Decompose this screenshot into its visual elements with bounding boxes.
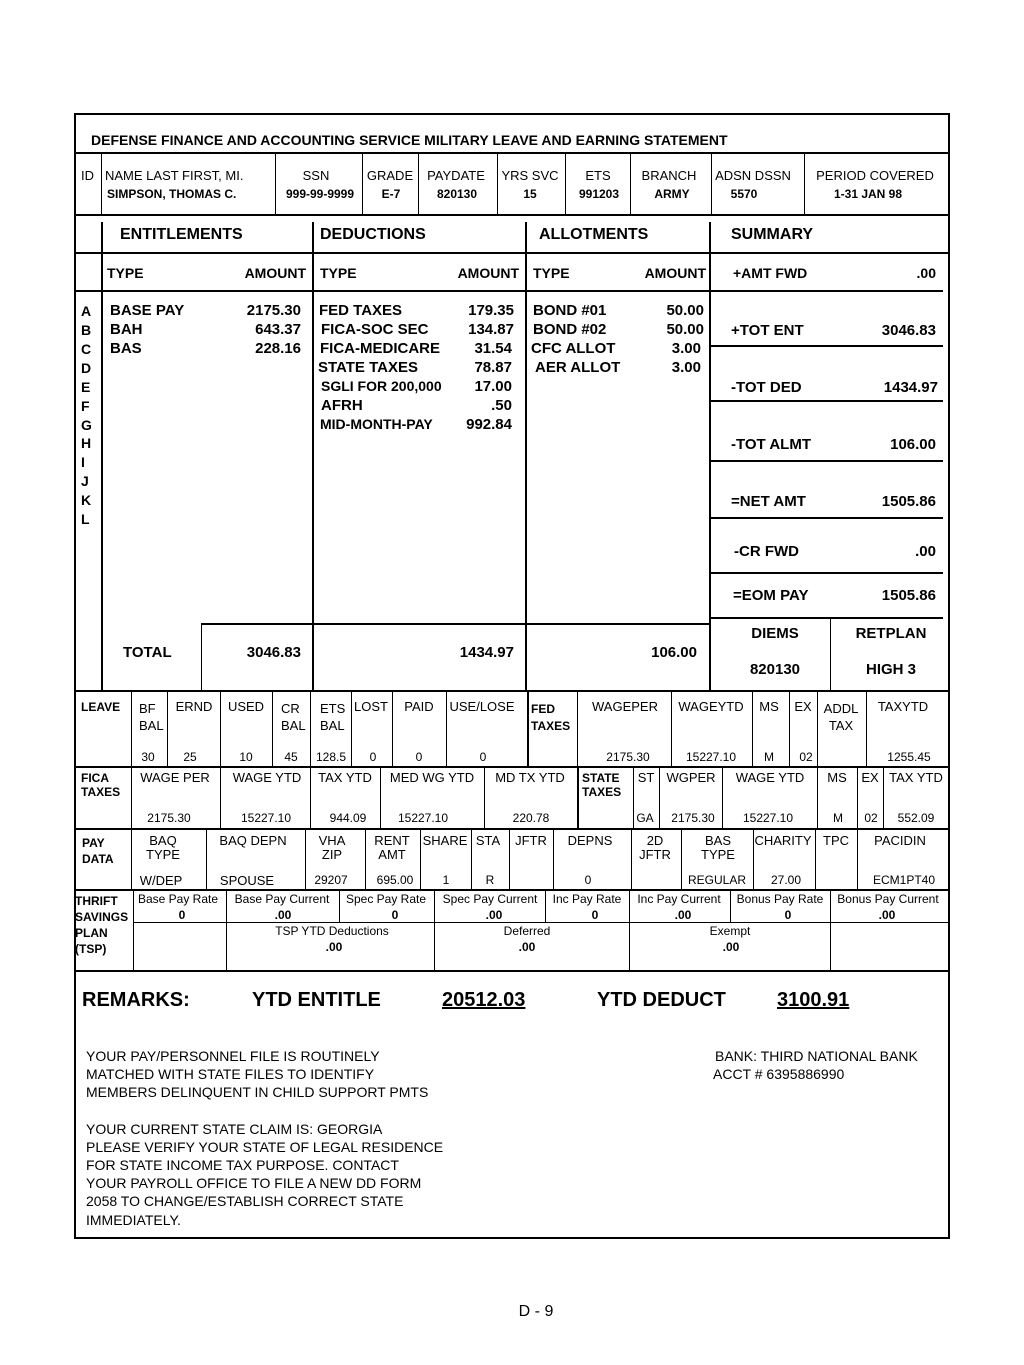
allotment-amount: 3.00 [671, 340, 701, 357]
line-letter: J [81, 473, 89, 489]
summary-label: +AMT FWD [733, 265, 808, 281]
allotment-amount: 3.00 [671, 359, 701, 376]
deduction-type: MID-MONTH-PAY [320, 416, 433, 432]
state-ms-header: MS [827, 770, 847, 785]
remarks-line: YOUR PAYROLL OFFICE TO FILE A NEW DD FORM [86, 1175, 422, 1191]
branch-header: BRANCH [641, 168, 697, 183]
vha-zip-value: 29207 [314, 873, 348, 887]
summary-amount: 1505.86 [881, 587, 936, 604]
share-header: SHARE [422, 833, 468, 848]
paydate-value: 820130 [436, 187, 478, 201]
summary-amount: .00 [915, 543, 936, 560]
leave-ets-bal-value: 128.5 [315, 750, 347, 764]
fica-med-wg-ytd-value: 15227.10 [397, 811, 449, 825]
ytd-deduct-label: YTD DEDUCT [597, 989, 726, 1011]
sta-header: STA [475, 833, 501, 848]
tsp-bonus-pay-rate-value: 0 [784, 908, 792, 922]
summary-label: -CR FWD [734, 543, 799, 560]
fica-tax-ytd-value: 944.09 [329, 811, 367, 825]
deduction-type: FICA-MEDICARE [320, 340, 440, 357]
allotments-amount-header: AMOUNT [644, 265, 706, 281]
deductions-type-header: TYPE [320, 265, 357, 281]
total-entitlements: 3046.83 [246, 644, 301, 661]
summary-header: SUMMARY [731, 226, 814, 243]
tsp-exempt-value: .00 [722, 940, 740, 954]
bank-name: BANK: THIRD NATIONAL BANK [715, 1048, 918, 1064]
deductions-amount-header: AMOUNT [457, 265, 519, 281]
fed-taxes-label: FED TAXES [531, 702, 571, 733]
fica-wage-per-header: WAGE PER [140, 770, 210, 785]
allotment-type: CFC ALLOT [531, 340, 616, 357]
tsp-deferred-value: .00 [518, 940, 536, 954]
tsp-base-pay-current-header: Base Pay Current [234, 892, 330, 906]
fed-ms-value: M [764, 750, 774, 764]
tsp-inc-pay-current-value: .00 [674, 908, 692, 922]
leave-ernd-header: ERND [175, 699, 213, 714]
fed-wageper-value: 2175.30 [606, 750, 650, 764]
2d-jftr-header: 2D JFTR [639, 833, 671, 862]
tsp-exempt-header: Exempt [709, 924, 751, 938]
deduction-type: STATE TAXES [318, 359, 419, 376]
state-wage-ytd-header: WAGE YTD [735, 770, 805, 785]
entitlements-amount-header: AMOUNT [244, 265, 306, 281]
state-ms-value: M [833, 811, 843, 825]
state-ex-header: EX [861, 770, 879, 785]
state-tax-ytd-header: TAX YTD [889, 770, 943, 785]
id-header: ID [81, 168, 94, 183]
total-label: TOTAL [123, 644, 172, 661]
deduction-amount: 78.87 [474, 359, 512, 376]
line-letter: K [81, 492, 92, 508]
retplan-value: HIGH 3 [865, 661, 917, 678]
ssn-value: 999-99-9999 [285, 187, 355, 201]
ssn-header: SSN [302, 168, 330, 183]
line-letter: L [81, 511, 90, 527]
state-wage-ytd-value: 15227.10 [742, 811, 794, 825]
allotment-type: BOND #02 [533, 321, 607, 338]
tsp-spec-pay-current-header: Spec Pay Current [442, 892, 538, 906]
period-covered-value: 1-31 JAN 98 [833, 187, 903, 201]
fica-tax-ytd-header: TAX YTD [318, 770, 372, 785]
grade-value: E-7 [381, 187, 401, 201]
summary-label: =NET AMT [731, 493, 806, 510]
entitlement-type: BAH [110, 321, 143, 338]
leave-paid-header: PAID [404, 699, 434, 714]
allotments-type-header: TYPE [533, 265, 570, 281]
leave-used-value: 10 [239, 750, 253, 764]
adsn-dssn-value: 5570 [730, 187, 758, 201]
deduction-amount: 179.35 [468, 302, 514, 319]
state-wgper-value: 2175.30 [671, 811, 715, 825]
deduction-amount: 992.84 [466, 416, 512, 433]
rent-amt-value: 695.00 [376, 873, 414, 887]
pacidin-header: PACIDIN [874, 833, 926, 848]
leave-paid-value: 0 [415, 750, 423, 764]
baq-depn-value: SPOUSE [219, 873, 275, 888]
deduction-type: SGLI FOR 200,000 [321, 378, 442, 394]
deduction-type: FICA-SOC SEC [321, 321, 429, 338]
summary-label: =EOM PAY [733, 587, 809, 604]
summary-label: -TOT ALMT [731, 436, 811, 453]
line-letter: F [81, 398, 90, 414]
line-letter: D [81, 360, 92, 376]
bas-type-value: REGULAR [687, 873, 747, 887]
remarks-label: REMARKS: [82, 989, 190, 1011]
entitlement-amount: 228.16 [255, 340, 301, 357]
pay-data-label: PAY DATA [82, 836, 114, 866]
entitlement-type: BASE PAY [110, 302, 185, 319]
deduction-amount: 17.00 [474, 378, 512, 395]
fed-ms-header: MS [759, 699, 779, 714]
fed-addl-tax-header: ADDL TAX [823, 701, 859, 733]
fed-ex-value: 02 [799, 750, 813, 764]
summary-amount: 1505.86 [881, 493, 936, 510]
fed-taxytd-header: TAXYTD [877, 699, 929, 714]
line-letter: C [81, 341, 92, 357]
baq-type-header: BAQ TYPE [146, 833, 180, 862]
entitlements-header: ENTITLEMENTS [120, 226, 243, 243]
yrs-svc-value: 15 [523, 187, 537, 201]
fica-wage-per-value: 2175.30 [147, 811, 191, 825]
line-letter: H [81, 435, 92, 451]
allotment-amount: 50.00 [666, 321, 704, 338]
fica-med-wg-ytd-header: MED WG YTD [389, 770, 475, 785]
leave-use-lose-value: 0 [479, 750, 487, 764]
remarks-line: 2058 TO CHANGE/ESTABLISH CORRECT STATE [86, 1193, 404, 1209]
fed-wageytd-value: 15227.10 [685, 750, 737, 764]
remarks-line: FOR STATE INCOME TAX PURPOSE. CONTACT [86, 1157, 399, 1173]
fica-md-tx-ytd-header: MD TX YTD [495, 770, 565, 785]
fed-taxytd-value: 1255.45 [887, 750, 931, 764]
state-st-header: ST [637, 770, 655, 785]
baq-depn-header: BAQ DEPN [219, 833, 287, 848]
tsp-spec-pay-current-value: .00 [485, 908, 503, 922]
fed-ex-header: EX [794, 699, 812, 714]
state-wgper-header: WGPER [666, 770, 716, 785]
tsp-label: THRIFT SAVINGS PLAN (TSP) [75, 894, 129, 956]
line-letter: I [81, 454, 85, 470]
summary-label: +TOT ENT [731, 322, 804, 339]
ets-value: 991203 [578, 187, 620, 201]
allotments-header: ALLOTMENTS [539, 226, 649, 243]
tsp-ytd-deductions-header: TSP YTD Deductions [275, 924, 389, 938]
line-letter: G [81, 417, 92, 433]
branch-value: ARMY [654, 187, 690, 201]
leave-cr-bal-header: CR BAL [281, 701, 306, 733]
tsp-base-pay-current-value: .00 [274, 908, 292, 922]
fica-taxes-label: FICA TAXES [81, 771, 121, 799]
tsp-deferred-header: Deferred [503, 924, 551, 938]
total-deductions: 1434.97 [459, 644, 514, 661]
summary-amount: .00 [916, 265, 936, 281]
name-header: NAME LAST FIRST, MI. [105, 168, 244, 183]
tsp-inc-pay-rate-value: 0 [591, 908, 599, 922]
allotment-type: AER ALLOT [535, 359, 621, 376]
entitlements-type-header: TYPE [107, 265, 144, 281]
grade-header: GRADE [366, 168, 414, 183]
adsn-dssn-header: ADSN DSSN [715, 168, 791, 183]
fed-wageytd-header: WAGEYTD [678, 699, 744, 714]
diems-value: 820130 [749, 661, 801, 678]
rent-amt-header: RENT AMT [374, 833, 410, 862]
tsp-inc-pay-rate-header: Inc Pay Rate [552, 892, 622, 906]
ytd-entitle-label: YTD ENTITLE [252, 989, 381, 1011]
tsp-bonus-pay-rate-header: Bonus Pay Rate [736, 892, 824, 906]
tsp-base-pay-rate-header: Base Pay Rate [137, 892, 219, 906]
ytd-entitle-value: 20512.03 [442, 989, 526, 1011]
fed-wageper-header: WAGEPER [592, 699, 658, 714]
bank-account: ACCT # 6395886990 [713, 1066, 845, 1082]
leave-ernd-value: 25 [183, 750, 197, 764]
state-ex-value: 02 [864, 811, 878, 825]
entitlement-amount: 2175.30 [246, 302, 301, 319]
entitlement-amount: 643.37 [255, 321, 301, 338]
fica-wage-ytd-header: WAGE YTD [232, 770, 302, 785]
line-letter: E [81, 379, 91, 395]
fica-wage-ytd-value: 15227.10 [240, 811, 292, 825]
remarks-line: YOUR CURRENT STATE CLAIM IS: GEORGIA [86, 1121, 383, 1137]
ets-header: ETS [585, 168, 611, 183]
tpc-header: TPC [823, 833, 849, 848]
leave-bf-bal-header: BF BAL [139, 701, 164, 733]
summary-label: -TOT DED [731, 379, 802, 396]
remarks-line: YOUR PAY/PERSONNEL FILE IS ROUTINELY [86, 1048, 380, 1064]
share-value: 1 [442, 873, 450, 887]
summary-amount: 1434.97 [883, 379, 938, 396]
state-taxes-label: STATE TAXES [582, 771, 622, 799]
tsp-bonus-pay-current-header: Bonus Pay Current [837, 892, 939, 906]
charity-value: 27.00 [770, 873, 802, 887]
total-allotments: 106.00 [651, 644, 697, 661]
line-letter: A [81, 303, 92, 319]
deduction-amount: 134.87 [468, 321, 514, 338]
remarks-line: MEMBERS DELINQUENT IN CHILD SUPPORT PMTS [86, 1084, 429, 1100]
entitlement-type: BAS [110, 340, 142, 357]
leave-use-lose-header: USE/LOSE [449, 699, 515, 714]
allotment-type: BOND #01 [533, 302, 607, 319]
yrs-svc-header: YRS SVC [501, 168, 559, 183]
leave-lost-header: LOST [354, 699, 388, 714]
diems-label: DIEMS [751, 625, 799, 642]
period-covered-header: PERIOD COVERED [816, 168, 934, 183]
baq-type-value: W/DEP [139, 873, 183, 888]
deduction-type: AFRH [321, 397, 363, 414]
ytd-deduct-value: 3100.91 [777, 989, 850, 1011]
paydate-header: PAYDATE [427, 168, 485, 183]
deduction-type: FED TAXES [319, 302, 403, 319]
charity-header: CHARITY [754, 833, 812, 848]
vha-zip-header: VHA ZIP [318, 833, 346, 862]
pacidin-value: ECM1PT40 [872, 873, 936, 887]
page-number: D - 9 [518, 1303, 554, 1320]
tsp-spec-pay-rate-value: 0 [391, 908, 399, 922]
tsp-spec-pay-rate-header: Spec Pay Rate [345, 892, 427, 906]
leave-lost-value: 0 [369, 750, 377, 764]
summary-amount: 106.00 [890, 436, 936, 453]
remarks-line: PLEASE VERIFY YOUR STATE OF LEGAL RESIDENCE [86, 1139, 444, 1155]
deduction-amount: 31.54 [474, 340, 512, 357]
member-name: SIMPSON, THOMAS C. [107, 187, 237, 201]
depns-value: 0 [584, 873, 592, 887]
leave-cr-bal-value: 45 [284, 750, 298, 764]
fica-md-tx-ytd-value: 220.78 [512, 811, 550, 825]
tsp-inc-pay-current-header: Inc Pay Current [637, 892, 721, 906]
tsp-ytd-deductions-value: .00 [325, 940, 343, 954]
allotment-amount: 50.00 [666, 302, 704, 319]
deductions-header: DEDUCTIONS [320, 226, 426, 243]
leave-ets-bal-header: ETS BAL [320, 701, 346, 733]
leave-label: LEAVE [81, 700, 121, 714]
retplan-label: RETPLAN [855, 625, 927, 642]
tsp-bonus-pay-current-value: .00 [878, 908, 896, 922]
remarks-line: MATCHED WITH STATE FILES TO IDENTIFY [86, 1066, 375, 1082]
tsp-base-pay-rate-value: 0 [178, 908, 186, 922]
line-letter: B [81, 322, 92, 338]
jftr-header: JFTR [515, 833, 547, 848]
statement-title: DEFENSE FINANCE AND ACCOUNTING SERVICE MILITARY LEAVE AND EARNING STATEMENT [91, 132, 728, 148]
deduction-amount: .50 [491, 397, 512, 414]
sta-value: R [485, 873, 495, 887]
remarks-line: IMMEDIATELY. [86, 1212, 181, 1228]
leave-bf-bal-value: 30 [141, 750, 155, 764]
leave-used-header: USED [227, 699, 265, 714]
state-st-value: GA [636, 811, 654, 825]
summary-amount: 3046.83 [881, 322, 936, 339]
state-tax-ytd-value: 552.09 [897, 811, 935, 825]
depns-header: DEPNS [567, 833, 613, 848]
bas-type-header: BAS TYPE [701, 833, 735, 862]
